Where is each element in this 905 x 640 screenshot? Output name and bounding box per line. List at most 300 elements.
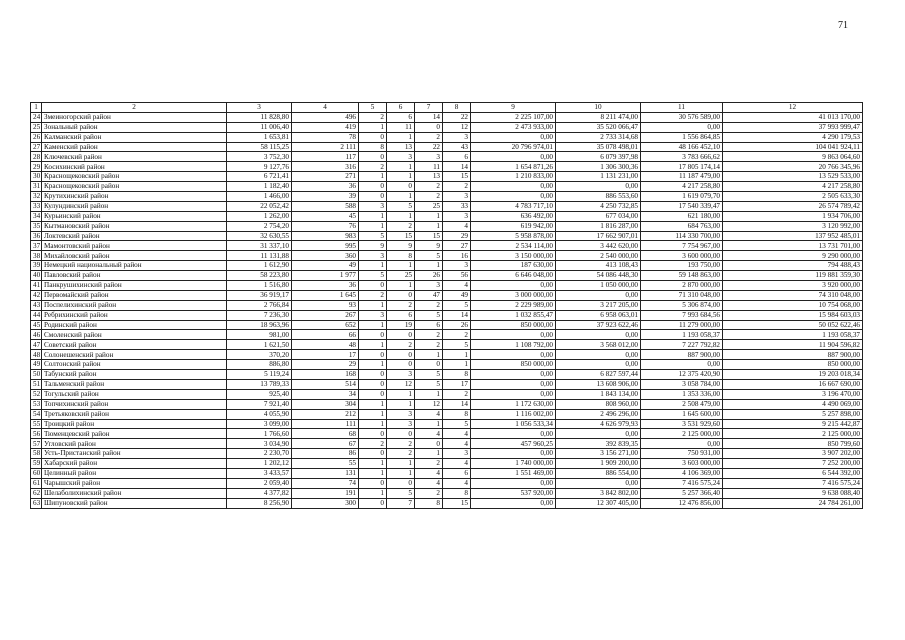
value-cell: 5 [443,300,471,310]
value-cell: 3 058 784,00 [641,379,723,389]
value-cell: 17 662 907,01 [556,231,641,241]
table-row [31,261,863,271]
value-cell: 33 [443,201,471,211]
value-cell: 0 [359,478,387,488]
value-cell: 48 166 452,10 [641,142,723,152]
value-cell: 5 [359,231,387,241]
value-cell: 850 000,00 [723,360,863,370]
value-cell: 5 [443,340,471,350]
value-cell: 2 473 933,00 [471,122,556,132]
value-cell: 47 [415,290,443,300]
value-cell: 392 839,35 [556,439,641,449]
value-cell: 4 [415,429,443,439]
value-cell: 13 [387,142,415,152]
row-number-cell: 40 [31,271,42,281]
column-header: 7 [415,103,443,113]
value-cell: 3 600 000,00 [641,251,723,261]
value-cell: 360 [292,251,359,261]
value-cell: 2 [415,300,443,310]
value-cell: 0,00 [556,330,641,340]
value-cell: 514 [292,379,359,389]
value-cell: 11 [415,162,443,172]
header-row [31,103,863,113]
value-cell: 15 [443,172,471,182]
value-cell: 750 931,00 [641,449,723,459]
row-number-cell: 52 [31,389,42,399]
value-cell: 5 [415,310,443,320]
value-cell: 2 [387,300,415,310]
value-cell: 29 [292,360,359,370]
value-cell: 104 041 924,11 [723,142,863,152]
value-cell: 58 115,25 [227,142,292,152]
value-cell: 2 230,70 [227,449,292,459]
value-cell: 995 [292,241,359,251]
value-cell: 1 [387,211,415,221]
value-cell: 0 [387,290,415,300]
value-cell: 7 [387,498,415,508]
value-cell: 39 [292,192,359,202]
page-number: 71 [838,20,848,31]
value-cell: 4 [443,459,471,469]
value-cell: 9 638 088,40 [723,488,863,498]
value-cell: 4 626 979,93 [556,419,641,429]
value-cell: 3 [415,152,443,162]
value-cell: 1 202,12 [227,459,292,469]
value-cell: 9 [359,241,387,251]
value-cell: 15 984 603,03 [723,310,863,320]
value-cell: 1 516,80 [227,281,292,291]
value-cell: 3 [415,281,443,291]
table-row [31,290,863,300]
table-row [31,498,863,508]
value-cell: 117 [292,152,359,162]
value-cell: 191 [292,488,359,498]
value-cell: 7 236,30 [227,310,292,320]
value-cell: 1 108 792,00 [471,340,556,350]
value-cell: 17 540 339,47 [641,201,723,211]
value-cell: 1 843 134,00 [556,389,641,399]
value-cell: 111 [292,419,359,429]
value-cell: 4 [443,439,471,449]
value-cell: 1 210 833,00 [471,172,556,182]
value-cell: 2 [443,389,471,399]
table-row [31,211,863,221]
value-cell: 114 330 700,00 [641,231,723,241]
value-cell: 16 [443,251,471,261]
value-cell: 31 337,10 [227,241,292,251]
value-cell: 1 [359,172,387,182]
value-cell: 5 119,24 [227,370,292,380]
value-cell: 413 108,43 [556,261,641,271]
value-cell: 16 667 690,00 [723,379,863,389]
value-cell: 3 034,90 [227,439,292,449]
value-cell: 12 [415,399,443,409]
table-row [31,379,863,389]
value-cell: 0,00 [471,478,556,488]
row-number-cell: 61 [31,478,42,488]
value-cell: 187 630,00 [471,261,556,271]
value-cell: 2 [359,290,387,300]
district-name-cell: Краснощековский район [42,182,227,192]
district-name-cell: Чарышский район [42,478,227,488]
value-cell: 13 529 533,00 [723,172,863,182]
value-cell: 11 904 596,82 [723,340,863,350]
table-row [31,192,863,202]
value-cell: 4 [415,478,443,488]
district-name-cell: Родинский район [42,320,227,330]
value-cell: 66 [292,330,359,340]
value-cell: 1 [387,162,415,172]
value-cell: 850 799,60 [723,439,863,449]
value-cell: 2 [415,192,443,202]
value-cell: 808 960,00 [556,399,641,409]
value-cell: 4 217 258,80 [641,182,723,192]
value-cell: 1 353 336,00 [641,389,723,399]
value-cell: 12 476 856,00 [641,498,723,508]
value-cell: 1 [359,360,387,370]
row-number-cell: 28 [31,152,42,162]
value-cell: 3 [359,251,387,261]
value-cell: 1 [415,419,443,429]
value-cell: 9 215 442,87 [723,419,863,429]
value-cell: 55 [292,459,359,469]
value-cell: 1 466,00 [227,192,292,202]
value-cell: 1 [359,300,387,310]
value-cell: 496 [292,112,359,122]
value-cell: 12 [387,379,415,389]
value-cell: 1 [387,459,415,469]
district-name-cell: Ключевский район [42,152,227,162]
value-cell: 12 [443,122,471,132]
column-header: 6 [387,103,415,113]
value-cell: 0 [387,350,415,360]
value-cell: 5 [387,488,415,498]
value-cell: 1 172 630,00 [471,399,556,409]
value-cell: 5 [443,419,471,429]
value-cell: 49 [443,290,471,300]
value-cell: 0,00 [471,192,556,202]
value-cell: 6 [415,320,443,330]
value-cell: 13 789,33 [227,379,292,389]
value-cell: 26 [443,320,471,330]
district-name-cell: Поспелихинский район [42,300,227,310]
value-cell: 10 754 068,00 [723,300,863,310]
value-cell: 983 [292,231,359,241]
row-number-cell: 31 [31,182,42,192]
value-cell: 1 909 200,00 [556,459,641,469]
value-cell: 4 [443,221,471,231]
table-row [31,468,863,478]
value-cell: 3 [387,409,415,419]
value-cell: 271 [292,172,359,182]
value-cell: 68 [292,429,359,439]
value-cell: 0,00 [641,122,723,132]
value-cell: 1 [359,122,387,132]
table-row [31,429,863,439]
value-cell: 267 [292,310,359,320]
value-cell: 168 [292,370,359,380]
value-cell: 1 [387,468,415,478]
row-number-cell: 34 [31,211,42,221]
value-cell: 17 [443,379,471,389]
row-number-cell: 55 [31,419,42,429]
value-cell: 2 733 314,68 [556,132,641,142]
table-row [31,122,863,132]
value-cell: 370,20 [227,350,292,360]
value-cell: 1 621,50 [227,340,292,350]
district-name-cell: Усть-Пристанский район [42,449,227,459]
value-cell: 0 [359,152,387,162]
value-cell: 2 [415,488,443,498]
value-cell: 37 923 622,46 [556,320,641,330]
value-cell: 7 416 575,24 [641,478,723,488]
value-cell: 8 [443,370,471,380]
district-name-cell: Локтевский район [42,231,227,241]
value-cell: 15 [415,231,443,241]
data-table [30,102,863,509]
value-cell: 1 [387,389,415,399]
value-cell: 2 229 989,00 [471,300,556,310]
value-cell: 7 252 200,00 [723,459,863,469]
table-row [31,459,863,469]
value-cell: 0 [359,498,387,508]
table-row [31,449,863,459]
district-name-cell: Мамонтовский район [42,241,227,251]
value-cell: 1 [443,360,471,370]
value-cell: 886 554,00 [556,468,641,478]
value-cell: 3 433,57 [227,468,292,478]
value-cell: 3 752,30 [227,152,292,162]
value-cell: 35 078 498,01 [556,142,641,152]
value-cell: 5 [415,251,443,261]
value-cell: 850 000,00 [471,320,556,330]
value-cell: 6 827 597,44 [556,370,641,380]
value-cell: 0,00 [471,449,556,459]
value-cell: 0 [415,439,443,449]
district-name-cell: Немецкий национальный район [42,261,227,271]
value-cell: 11 131,88 [227,251,292,261]
value-cell: 0,00 [471,330,556,340]
value-cell: 0 [359,350,387,360]
district-name-cell: Целинный район [42,468,227,478]
value-cell: 49 [292,261,359,271]
district-name-cell: Каменский район [42,142,227,152]
table-row [31,152,863,162]
value-cell: 1 653,81 [227,132,292,142]
value-cell: 93 [292,300,359,310]
district-name-cell: Шелаболихинский район [42,488,227,498]
value-cell: 9 290 000,00 [723,251,863,261]
value-cell: 2 [415,132,443,142]
value-cell: 1 [359,459,387,469]
value-cell: 2 [415,340,443,350]
value-cell: 1 816 287,00 [556,221,641,231]
value-cell: 19 [387,320,415,330]
district-name-cell: Краснощековский район [42,172,227,182]
value-cell: 1 [359,419,387,429]
value-cell: 11 006,40 [227,122,292,132]
value-cell: 3 [387,370,415,380]
value-cell: 887 900,00 [641,350,723,360]
row-number-cell: 56 [31,429,42,439]
value-cell: 2 766,84 [227,300,292,310]
district-name-cell: Солтонский район [42,360,227,370]
value-cell: 0,00 [471,152,556,162]
value-cell: 12 307 405,00 [556,498,641,508]
value-cell: 1 [387,261,415,271]
row-number-cell: 54 [31,409,42,419]
value-cell: 7 754 967,00 [641,241,723,251]
value-cell: 2 534 114,00 [471,241,556,251]
value-cell: 4 217 258,80 [723,182,863,192]
district-name-cell: Первомайский район [42,290,227,300]
value-cell: 2 [443,182,471,192]
value-cell: 71 310 048,00 [641,290,723,300]
value-cell: 4 290 179,53 [723,132,863,142]
value-cell: 2 [415,459,443,469]
value-cell: 1 [387,281,415,291]
value-cell: 3 120 992,00 [723,221,863,231]
value-cell: 0 [387,429,415,439]
value-cell: 25 [387,271,415,281]
value-cell: 0 [387,478,415,488]
value-cell: 1 [359,399,387,409]
value-cell: 2 [387,449,415,459]
value-cell: 3 907 202,00 [723,449,863,459]
value-cell: 3 442 620,00 [556,241,641,251]
value-cell: 3 [443,449,471,459]
value-cell: 3 [443,211,471,221]
value-cell: 0 [387,360,415,370]
value-cell: 2 496 296,00 [556,409,641,419]
table-row [31,132,863,142]
row-number-cell: 32 [31,192,42,202]
value-cell: 850 000,00 [471,360,556,370]
value-cell: 8 211 474,00 [556,112,641,122]
value-cell: 304 [292,399,359,409]
district-name-cell: Советский район [42,340,227,350]
value-cell: 1 116 002,00 [471,409,556,419]
column-header: 4 [292,103,359,113]
row-number-cell: 45 [31,320,42,330]
value-cell: 36 [292,182,359,192]
row-number-cell: 25 [31,122,42,132]
value-cell: 1 [387,172,415,182]
value-cell: 3 099,00 [227,419,292,429]
value-cell: 3 [443,261,471,271]
value-cell: 7 921,40 [227,399,292,409]
table-row [31,360,863,370]
value-cell: 1 740 000,00 [471,459,556,469]
value-cell: 37 993 999,47 [723,122,863,132]
value-cell: 6 [387,310,415,320]
value-cell: 1 [415,211,443,221]
value-cell: 1 [359,320,387,330]
column-header: 3 [227,103,292,113]
district-name-cell: Косихинский район [42,162,227,172]
value-cell: 886,80 [227,360,292,370]
value-cell: 2 754,20 [227,221,292,231]
value-cell: 1 [415,261,443,271]
value-cell: 1 050 000,00 [556,281,641,291]
table-row [31,251,863,261]
value-cell: 36 [292,281,359,291]
value-cell: 2 225 107,00 [471,112,556,122]
row-number-cell: 47 [31,340,42,350]
value-cell: 193 750,00 [641,261,723,271]
value-cell: 0,00 [556,350,641,360]
value-cell: 11 [387,122,415,132]
column-header: 10 [556,103,641,113]
value-cell: 6 646 048,00 [471,271,556,281]
value-cell: 8 [415,498,443,508]
value-cell: 2 [359,162,387,172]
value-cell: 4 [415,468,443,478]
value-cell: 300 [292,498,359,508]
value-cell: 32 630,55 [227,231,292,241]
value-cell: 3 150 000,00 [471,251,556,261]
value-cell: 0,00 [556,478,641,488]
value-cell: 26 574 789,42 [723,201,863,211]
table-row [31,112,863,122]
value-cell: 684 763,00 [641,221,723,231]
row-number-cell: 37 [31,241,42,251]
row-number-cell: 53 [31,399,42,409]
value-cell: 636 492,00 [471,211,556,221]
value-cell: 3 842 802,00 [556,488,641,498]
row-number-cell: 51 [31,379,42,389]
value-cell: 8 256,90 [227,498,292,508]
value-cell: 86 [292,449,359,459]
value-cell: 25 [415,201,443,211]
table-row [31,300,863,310]
value-cell: 887 900,00 [723,350,863,360]
value-cell: 9 863 064,60 [723,152,863,162]
value-cell: 1 056 533,34 [471,419,556,429]
value-cell: 7 993 684,56 [641,310,723,320]
value-cell: 4 783 717,10 [471,201,556,211]
value-cell: 0,00 [556,182,641,192]
value-cell: 2 [415,182,443,192]
value-cell: 1 [359,221,387,231]
value-cell: 6 [443,152,471,162]
value-cell: 1 [359,488,387,498]
value-cell: 2 [359,439,387,449]
row-number-cell: 57 [31,439,42,449]
value-cell: 0 [415,122,443,132]
value-cell: 5 306 874,00 [641,300,723,310]
value-cell: 6 [387,112,415,122]
value-cell: 1 [443,350,471,360]
value-cell: 1 934 706,00 [723,211,863,221]
table-row [31,231,863,241]
value-cell: 1 [415,389,443,399]
value-cell: 0,00 [471,370,556,380]
value-cell: 2 [387,439,415,449]
row-number-cell: 58 [31,449,42,459]
column-header: 9 [471,103,556,113]
value-cell: 48 [292,340,359,350]
value-cell: 316 [292,162,359,172]
row-number-cell: 26 [31,132,42,142]
value-cell: 3 [359,310,387,320]
value-cell: 5 [359,271,387,281]
value-cell: 14 [415,112,443,122]
value-cell: 1 [415,350,443,360]
value-cell: 3 568 012,00 [556,340,641,350]
value-cell: 6 079 397,98 [556,152,641,162]
table-row [31,389,863,399]
